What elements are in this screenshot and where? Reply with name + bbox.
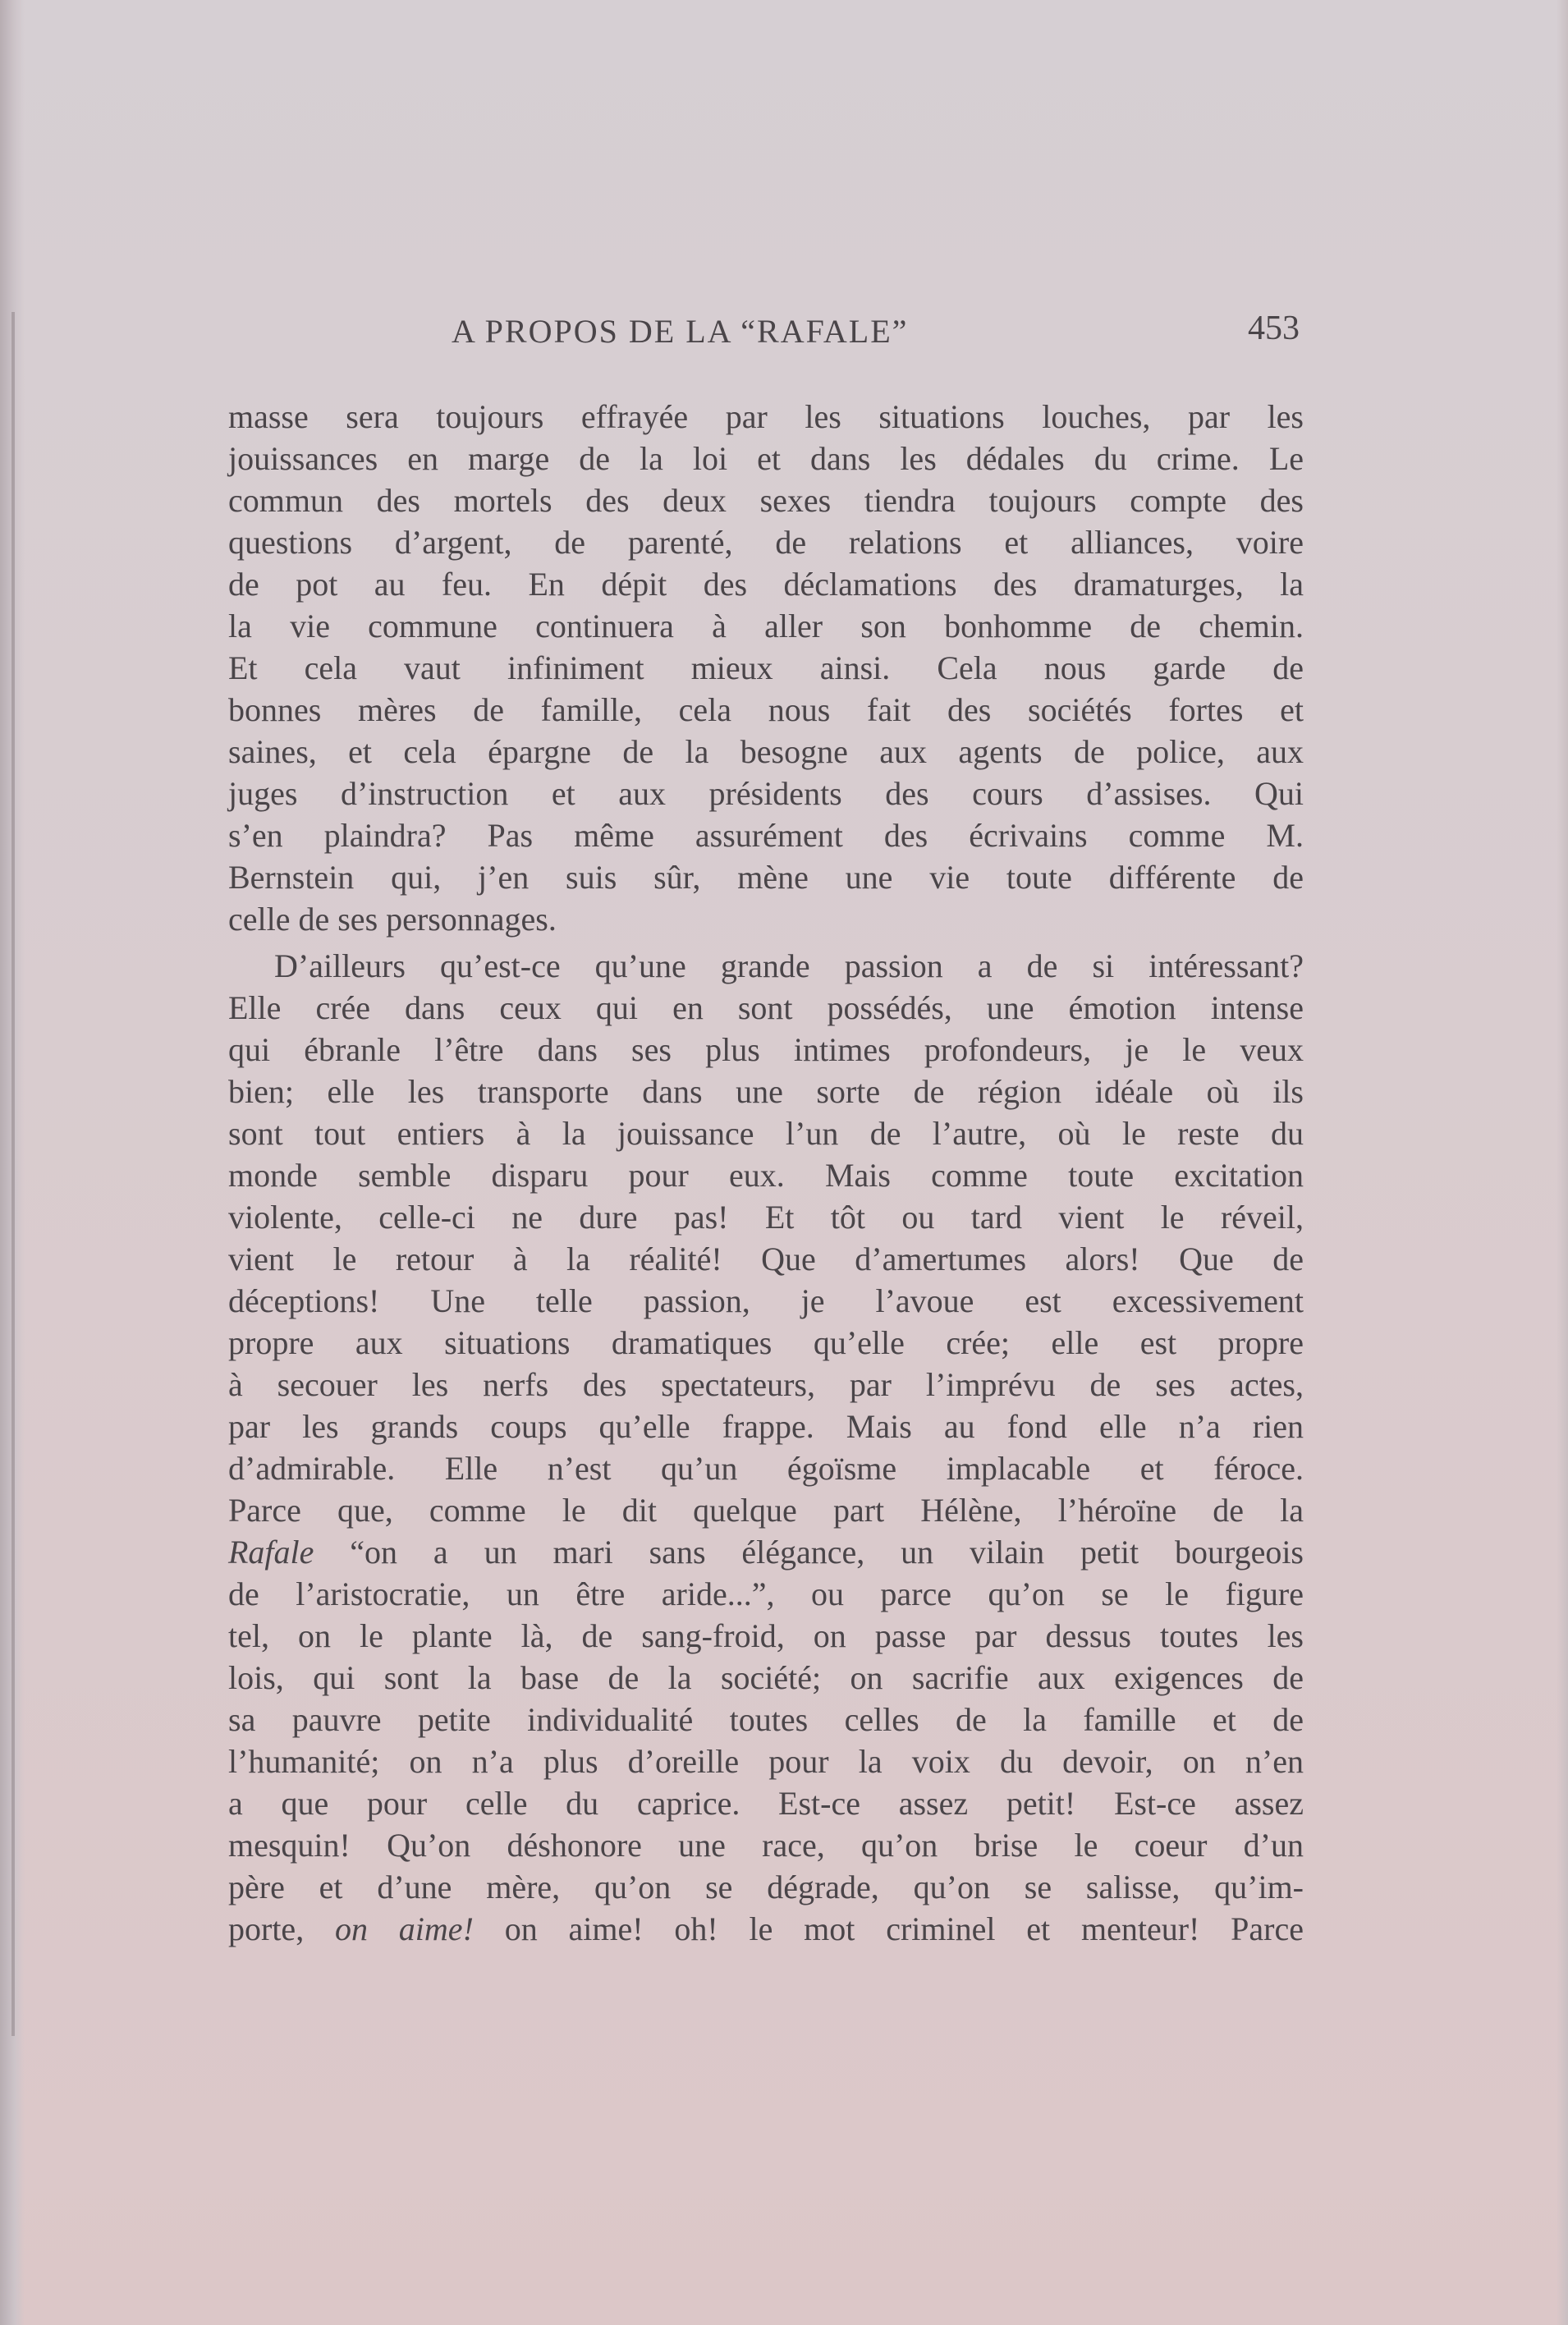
text-line: lois, qui sont la base de la société; on sacrifie aux exigences de: [228, 1659, 1304, 1696]
text-line: violente, celle-ci ne dure pas! Et tôt ou tard vient le réveil,: [228, 1199, 1304, 1236]
text-line: jouissances en marge de la loi et dans les dédales du crime. Le: [228, 440, 1304, 477]
text-fragment: on aime! oh! le mot criminel et menteur! Parce: [473, 1910, 1304, 1947]
text-line: la vie commune continuera à aller son bonhomme de chemin.: [228, 608, 1304, 644]
body-text: [228, 396, 1304, 1950]
page-number: 453: [1248, 310, 1300, 347]
text-line: l’humanité; on n’a plus d’oreille pour la voix du devoir, on n’en: [228, 1743, 1304, 1780]
text-line: a que pour celle du caprice. Est-ce assez petit! Est-ce assez: [228, 1785, 1304, 1822]
text-line: bonnes mères de famille, cela nous fait des sociétés fortes et: [228, 691, 1304, 728]
text-line: sont tout entiers à la jouissance l’un de l’autre, où le reste du: [228, 1115, 1304, 1152]
text-line: déceptions! Une telle passion, je l’avoue est excessivement: [228, 1282, 1304, 1319]
binding-shadow: [11, 312, 15, 2036]
text-fragment: “on a un mari sans élégance, un vilain petit bourgeois: [314, 1534, 1304, 1571]
text-line: qui ébranle l’être dans ses plus intimes profondeurs, je le veux: [228, 1031, 1304, 1068]
text-line: de pot au feu. En dépit des déclamations des dramaturges, la: [228, 566, 1304, 603]
italic-phrase: on aime!: [335, 1910, 474, 1947]
running-head: [228, 312, 1300, 361]
text-line: père et d’une mère, qu’on se dégrade, qu’on se salisse, qu’im-: [228, 1869, 1304, 1905]
text-line: à secouer les nerfs des spectateurs, par l’imprévu de ses actes,: [228, 1366, 1304, 1403]
text-line: Bernstein qui, j’en suis sûr, mène une vie toute différente de: [228, 859, 1304, 896]
text-line: commun des mortels des deux sexes tiendra toujours compte des: [228, 482, 1304, 519]
text-line: Et cela vaut infiniment mieux ainsi. Cela nous garde de: [228, 649, 1304, 686]
text-line: par les grands coups qu’elle frappe. Mais au fond elle n’a rien: [228, 1408, 1304, 1445]
text-line-last: [228, 1908, 1304, 1950]
paragraph-2: [228, 945, 1304, 1950]
text-line-rafale: [228, 1531, 1304, 1573]
paragraph-1: [228, 396, 1304, 940]
text-line: propre aux situations dramatiques qu’elle crée; elle est propre: [228, 1324, 1304, 1361]
text-line: de l’aristocratie, un être aride...”, ou parce qu’on se le figure: [228, 1575, 1304, 1612]
page-right-edge: [1557, 0, 1568, 2325]
text-fragment: porte,: [228, 1910, 335, 1947]
running-title: A PROPOS DE LA “RAFALE”: [452, 313, 909, 350]
text-line: monde semble disparu pour eux. Mais comme toute excitation: [228, 1157, 1304, 1194]
text-line: saines, et cela épargne de la besogne aux agents de police, aux: [228, 733, 1304, 770]
text-line: celle de ses personnages.: [228, 901, 557, 938]
text-line: D’ailleurs qu’est-ce qu’une grande passion a de si intéressant?: [274, 947, 1304, 984]
text-line: vient le retour à la réalité! Que d’amertumes alors! Que de: [228, 1240, 1304, 1277]
text-line: masse sera toujours effrayée par les situations louches, par les: [228, 398, 1304, 435]
text-line: s’en plaindra? Pas même assurément des écrivains comme M.: [228, 817, 1304, 854]
italic-title: Rafale: [228, 1534, 314, 1571]
text-line: questions d’argent, de parenté, de relations et alliances, voire: [228, 524, 1304, 561]
text-line: mesquin! Qu’on déshonore une race, qu’on brise le coeur d’un: [228, 1827, 1304, 1864]
text-line: d’admirable. Elle n’est qu’un égoïsme implacable et féroce.: [228, 1450, 1304, 1487]
text-line: tel, on le plante là, de sang-froid, on passe par dessus toutes les: [228, 1617, 1304, 1654]
text-line: bien; elle les transporte dans une sorte de région idéale où ils: [228, 1073, 1304, 1110]
text-line: juges d’instruction et aux présidents des cours d’assises. Qui: [228, 775, 1304, 812]
text-line: sa pauvre petite individualité toutes celles de la famille et de: [228, 1701, 1304, 1738]
text-line: Elle crée dans ceux qui en sont possédés, une émotion intense: [228, 989, 1304, 1026]
text-line: Parce que, comme le dit quelque part Hélène, l’héroïne de la: [228, 1492, 1304, 1529]
